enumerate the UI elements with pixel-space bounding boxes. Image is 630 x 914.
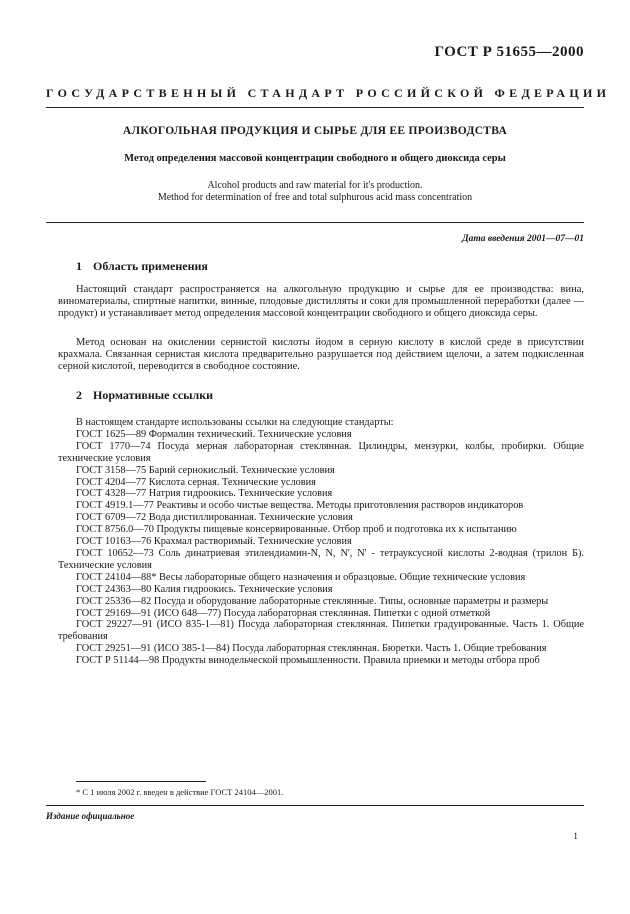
english-title	[46, 180, 584, 204]
reference-item: ГОСТ 29227—91 (ИСО 835-1—81) Посуда лабораторная стеклянная. Пипетки градуированные. Часть 1. Общие требования	[58, 619, 584, 643]
section-2-heading	[76, 388, 213, 403]
normative-references	[58, 417, 584, 667]
standard-title: ГОСУДАРСТВЕННЫЙ СТАНДАРТ РОССИЙСКОЙ ФЕДЕРАЦИИ	[46, 86, 611, 100]
section-1-number: 1	[76, 259, 82, 273]
section-1-title: Область применения	[93, 259, 208, 273]
edition-label: Издание официальное	[46, 811, 135, 821]
references-intro: В настоящем стандарте использованы ссылки на следующие стандарты:	[76, 417, 394, 428]
header-rule	[46, 107, 584, 108]
reference-item: ГОСТ 10652—73 Соль динатриевая этилендиамин-N, N, N', N' - тетрауксусной кислоты 2-водная (трилон Б). Технические условия	[58, 547, 584, 571]
reference-item: ГОСТ 24363—80 Калия гидроокись. Технические условия	[76, 583, 333, 595]
document-title: АЛКОГОЛЬНАЯ ПРОДУКЦИЯ И СЫРЬЕ ДЛЯ ЕЕ ПРОИЗВОДСТВА	[122, 125, 508, 137]
section-1-heading	[76, 259, 208, 274]
title-rule	[46, 222, 584, 223]
section-1-paragraph-1	[58, 284, 584, 320]
english-title-line-1: Alcohol products and raw material for it's production.	[207, 180, 423, 191]
section-2-number: 2	[76, 388, 82, 402]
footnote: * С 1 июля 2002 г. введен в действие ГОСТ 24104—2001.	[76, 787, 284, 797]
reference-item: ГОСТ 29169—91 (ИСО 648—77) Посуда лабораторная стеклянная. Пипетки с одной отметкой	[76, 607, 491, 619]
footer-rule	[46, 805, 584, 806]
english-title-line-2: Method for determination of free and total sulphurous acid mass concentration	[157, 192, 473, 203]
reference-item: ГОСТ 10163—76 Крахмал растворимый. Технические условия	[76, 536, 352, 548]
section-1-paragraph-2	[58, 337, 584, 373]
reference-item: ГОСТ 4328—77 Натрия гидроокись. Технические условия	[76, 488, 333, 500]
reference-item: ГОСТ 8756.0—70 Продукты пищевые консервированные. Отбор проб и подготовка их к испытанию	[76, 524, 517, 536]
reference-item: ГОСТ 24104—88* Весы лабораторные общего назначения и образцовые. Общие технические условия	[76, 571, 526, 583]
reference-item: ГОСТ 4204—77 Кислота серная. Технические условия	[76, 476, 316, 488]
document-subtitle: Метод определения массовой концентрации свободного и общего диоксида серы	[124, 153, 506, 164]
reference-item: ГОСТ Р 51144—98 Продукты винодельческой промышленности. Правила приемки и методы отбора проб	[76, 655, 540, 667]
reference-item: ГОСТ 1770—74 Посуда мерная лабораторная стеклянная. Цилиндры, мензурки, колбы, пробирки. Общие технические условия	[58, 440, 584, 464]
reference-item: ГОСТ 29251—91 (ИСО 385-1—84) Посуда лабораторная стеклянная. Бюретки. Часть 1. Общие требования	[76, 643, 547, 655]
section-2-title: Нормативные ссылки	[93, 388, 214, 402]
reference-item: ГОСТ 3158—75 Барий сернокислый. Технические условия	[76, 464, 335, 476]
reference-item: ГОСТ 6709—72 Вода дистиллированная. Технические условия	[76, 512, 353, 524]
reference-item: ГОСТ 1625—89 Формалин технический. Технические условия	[76, 428, 352, 440]
effective-date: Дата введения 2001—07—01	[462, 234, 584, 244]
footnote-rule	[76, 781, 206, 782]
document-code: ГОСТ Р 51655—2000	[434, 44, 584, 60]
reference-item: ГОСТ 25336—82 Посуда и оборудование лабораторные стеклянные. Типы, основные параметры и размеры	[76, 595, 549, 607]
page-number: 1	[573, 832, 578, 842]
section-1-paragraph-1-text: Настоящий стандарт распространяется на алкогольную продукцию и сырье для ее производства: вина, виноматериалы, спиртные напитки, винные, плодовые дистилляты и соки для промышленной переработки (далее — продукт) и устанавливает метод определения массовой концентрации свободного и общего диоксида серы.	[58, 284, 584, 319]
reference-item: ГОСТ 4919.1—77 Реактивы и особо чистые вещества. Методы приготовления растворов индикаторов	[76, 500, 524, 512]
section-1-paragraph-2-text: Метод основан на окислении сернистой кислоты йодом в серную кислоту в кислой среде в присутствии крахмала. Связанная сернистая кислота предварительно разрушается под действием щелочи, а затем подкисленная серной кислотой, переводится в свободное состояние.	[58, 337, 584, 372]
